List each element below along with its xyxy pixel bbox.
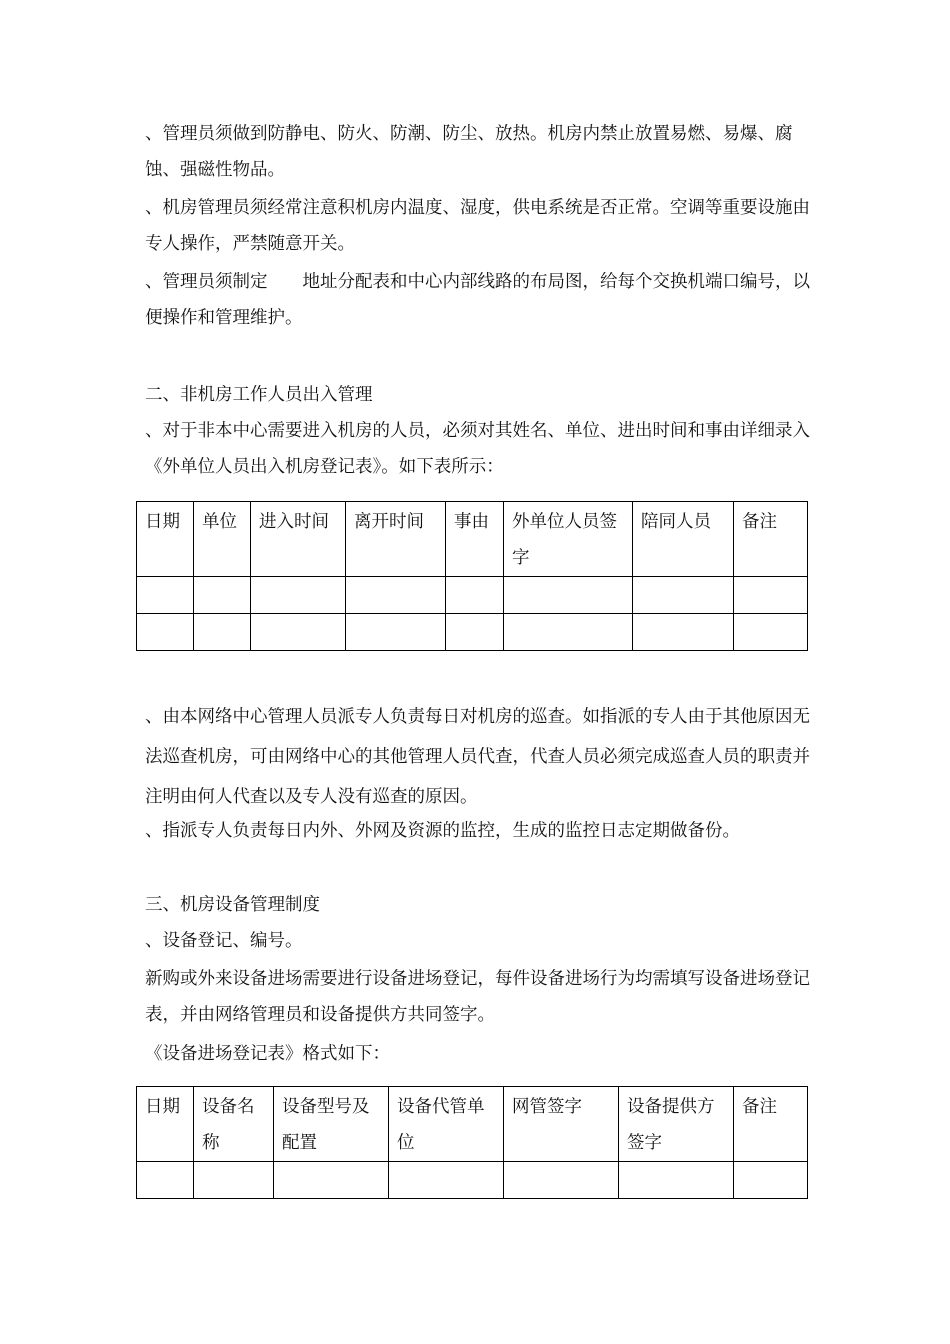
header-cell-entry-time: 进入时间: [251, 502, 346, 577]
table-cell: [504, 577, 633, 614]
table-cell: [633, 614, 734, 651]
header-cell-remarks: 备注: [734, 502, 808, 577]
header-cell-unit: 单位: [194, 502, 251, 577]
table-header-row: [137, 1087, 808, 1162]
header-cell-date: 日期: [137, 1087, 194, 1162]
table-cell: [734, 1162, 808, 1199]
table-cell: [633, 577, 734, 614]
table-cell: [194, 1162, 274, 1199]
table-row: [137, 1162, 808, 1199]
header-cell-supplier-signature: 设备提供方签字: [619, 1087, 734, 1162]
table-row: [137, 614, 808, 651]
header-cell-model-config: 设备型号及配置: [274, 1087, 389, 1162]
header-cell-equipment-name: 设备名称: [194, 1087, 274, 1162]
table-cell: [346, 614, 446, 651]
header-cell-admin-signature: 网管签字: [504, 1087, 619, 1162]
header-cell-remarks: 备注: [734, 1087, 808, 1162]
paragraph-environment-monitoring: 、机房管理员须经常注意积机房内温度、湿度，供电系统是否正常。空调等重要设施由专人操作，严禁随意开关。: [145, 198, 810, 254]
equipment-entry-table: [136, 1086, 808, 1199]
header-cell-reason: 事由: [446, 502, 504, 577]
paragraph-daily-inspection: 、由本网络中心管理人员派专人负责每日对机房的巡查。如指派的专人由于其他原因无法巡查机房，可由网络中心的其他管理人员代查，代查人员必须完成巡查人员的职责并注明由何人代查以及专人没有巡查的原因。: [145, 707, 810, 807]
table-cell: [446, 614, 504, 651]
table-cell: [734, 614, 808, 651]
paragraph-visitor-registration: 、对于非本中心需要进入机房的人员，必须对其姓名、单位、进出时间和事由详细录入《外单位人员出入机房登记表》。如下表所示：: [145, 421, 810, 477]
paragraph-address-allocation: 、管理员须制定 地址分配表和中心内部线路的布局图，给每个交换机端口编号，以便操作和管理维护。: [145, 272, 810, 328]
header-cell-visitor-signature: 外单位人员签字: [504, 502, 633, 577]
visitor-log-table: [136, 501, 808, 651]
table-cell: [194, 577, 251, 614]
header-cell-exit-time: 离开时间: [346, 502, 446, 577]
paragraph-network-monitoring: 、指派专人负责每日内外、外网及资源的监控，生成的监控日志定期做备份。: [145, 821, 740, 841]
table-cell: [446, 577, 504, 614]
table-cell: [619, 1162, 734, 1199]
header-cell-escort: 陪同人员: [633, 502, 734, 577]
table-cell: [137, 1162, 194, 1199]
table-cell: [504, 1162, 619, 1199]
table-cell: [194, 614, 251, 651]
table-cell: [346, 577, 446, 614]
table-cell: [137, 614, 194, 651]
section-heading-visitor-management: 二、非机房工作人员出入管理: [145, 385, 373, 405]
section-heading-equipment-management: 三、机房设备管理制度: [145, 895, 320, 915]
table-cell: [137, 577, 194, 614]
header-cell-custodian-unit: 设备代管单位: [389, 1087, 504, 1162]
paragraph-equipment-entry-rule: 新购或外来设备进场需要进行设备进场登记，每件设备进场行为均需填写设备进场登记表，并由网络管理员和设备提供方共同签字。: [145, 969, 810, 1025]
table-cell: [274, 1162, 389, 1199]
header-cell-date: 日期: [137, 502, 194, 577]
table-header-row: [137, 502, 808, 577]
table-cell: [389, 1162, 504, 1199]
paragraph-equipment-registration-title: 、设备登记、编号。: [145, 931, 303, 951]
paragraph-equipment-form-intro: 《设备进场登记表》格式如下：: [145, 1044, 390, 1064]
table-row: [137, 577, 808, 614]
table-cell: [251, 577, 346, 614]
table-cell: [251, 614, 346, 651]
table-cell: [734, 577, 808, 614]
paragraph-prevention-rules: 、管理员须做到防静电、防火、防潮、防尘、放热。机房内禁止放置易燃、易爆、腐蚀、强磁性物品。: [145, 124, 793, 180]
table-cell: [504, 614, 633, 651]
